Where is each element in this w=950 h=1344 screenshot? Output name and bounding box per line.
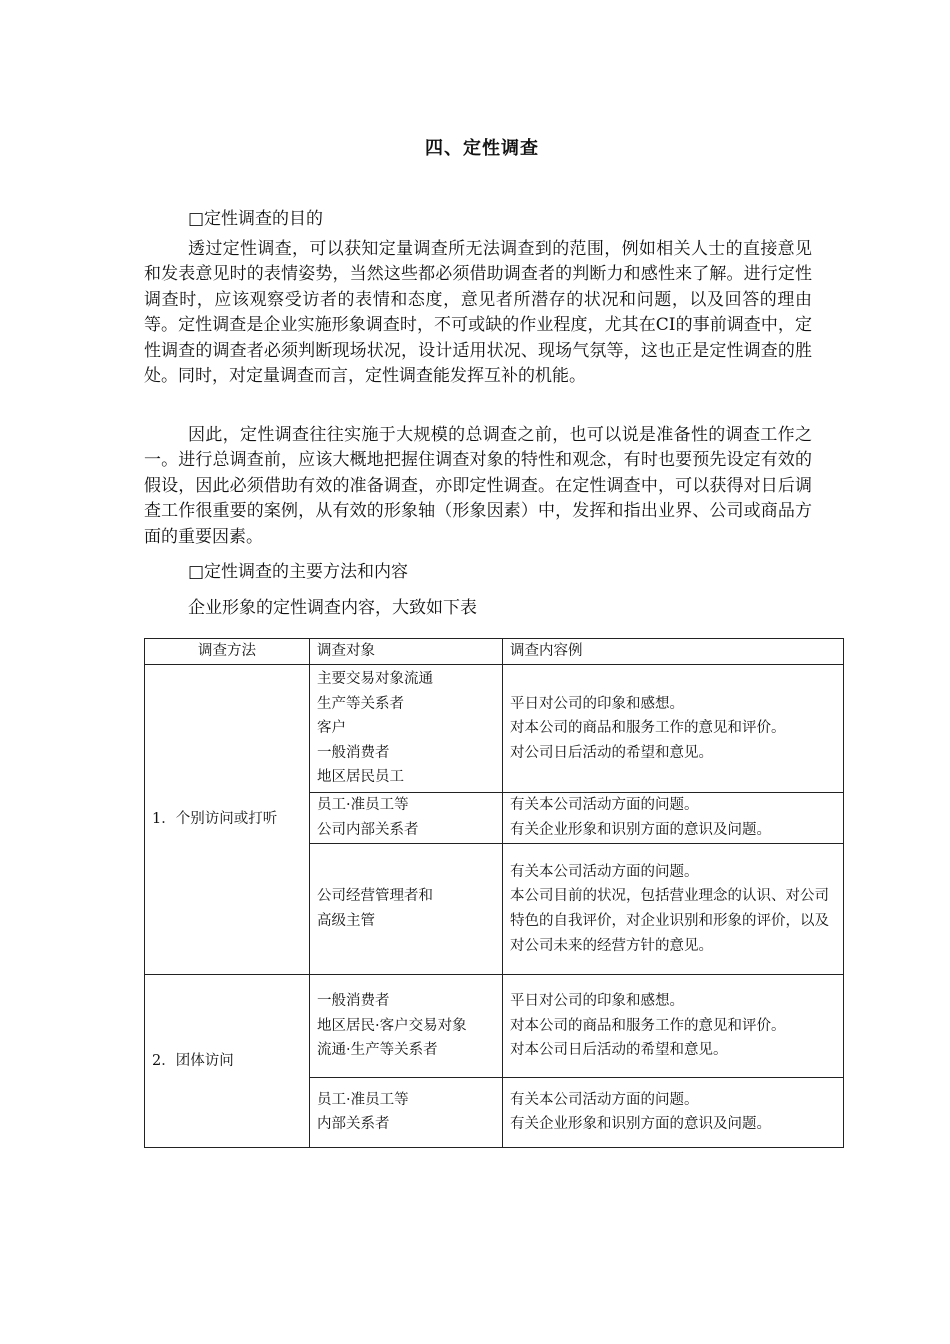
content-line: 有关企业形象和识别方面的意识及问题。	[510, 1116, 771, 1133]
content-line: 有关本公司活动方面的问题。	[510, 1091, 699, 1108]
target-cell	[310, 792, 503, 843]
column-header-method: 调查方法	[145, 639, 310, 665]
target-line: 公司内部关系者	[317, 821, 419, 838]
content-line: 有关企业形象和识别方面的意识及问题。	[510, 821, 771, 838]
target-line: 流通·生产等关系者	[317, 1042, 438, 1059]
page-title: 四、定性调查	[425, 138, 539, 159]
target-line: 主要交易对象流通	[317, 671, 433, 687]
target-cell	[310, 665, 503, 793]
target-line: 公司经营管理者和	[317, 888, 433, 905]
target-cell	[310, 1077, 503, 1147]
target-cell	[310, 843, 503, 974]
target-line: 地区居民·客户交易对象	[317, 1017, 467, 1034]
column-header-target: 调查对象	[310, 639, 503, 665]
method-cell: 2．团体访问	[145, 974, 310, 1147]
content-cell	[503, 843, 844, 974]
content-line: 对公司日后活动的希望和意见。	[510, 744, 713, 761]
section-heading-purpose: □定性调查的目的	[188, 209, 324, 229]
content-line: 有关本公司活动方面的问题。	[510, 797, 699, 814]
target-line: 客户	[317, 720, 346, 737]
target-line: 高级主管	[317, 912, 375, 929]
target-line: 一般消费者	[317, 744, 390, 761]
content-line: 本公司目前的状况，包括营业理念的认识、对公司特色的自我评价，对企业识别和形象的评价，以及对公司未来的经营方针的意见。	[510, 888, 829, 954]
target-line: 生产等关系者	[317, 695, 404, 712]
target-line: 地区居民员工	[317, 769, 404, 786]
content-cell	[503, 665, 844, 793]
content-cell	[503, 974, 844, 1077]
survey-table	[144, 638, 844, 1148]
target-line: 内部关系者	[317, 1116, 390, 1133]
target-line: 一般消费者	[317, 993, 390, 1010]
content-line: 对本公司的商品和服务工作的意见和评价。	[510, 720, 786, 737]
content-cell	[503, 1077, 844, 1147]
content-line: 平日对公司的印象和感想。	[510, 993, 684, 1010]
table-header-row	[145, 639, 844, 665]
paragraph-purpose: 透过定性调查，可以获知定量调查所无法调查到的范围，例如相关人士的直接意见和发表意见时的表情姿势，当然这些都必须借助调查者的判断力和感性来了解。进行定性调查时，应该观察受访者的表情和态度，意见者所潜存的状况和问题，以及回答的理由等。定性调查是企业实施形象调查时，不可或缺的作业程度，尤其在CI的事前调查中，定性调查的调查者必须判断现场状况，设计适用状况、现场气氛等，这也正是定性调查的胜处。同时，对定量调查而言，定性调查能发挥互补的机能。	[144, 239, 812, 387]
column-header-content: 调查内容例	[503, 639, 844, 665]
section-heading-methods: □定性调查的主要方法和内容	[188, 562, 409, 582]
target-line: 员工·准员工等	[317, 797, 409, 814]
content-cell	[503, 792, 844, 843]
target-line: 员工·准员工等	[317, 1091, 409, 1108]
content-line: 对本公司的商品和服务工作的意见和评价。	[510, 1017, 786, 1034]
content-line: 有关本公司活动方面的问题。	[510, 863, 699, 880]
table-intro: 企业形象的定性调查内容，大致如下表	[188, 598, 477, 618]
target-cell	[310, 974, 503, 1077]
table-row	[145, 974, 844, 1077]
method-cell: 1．个别访问或打听	[145, 665, 310, 975]
content-line: 平日对公司的印象和感想。	[510, 695, 684, 712]
content-line: 对本公司日后活动的希望和意见。	[510, 1042, 728, 1059]
paragraph-preparation: 因此，定性调查往往实施于大规模的总调查之前，也可以说是准备性的调查工作之一。进行总调查前，应该大概地把握住调查对象的特性和观念，有时也要预先设定有效的假设，因此必须借助有效的准备调查，亦即定性调查。在定性调查中，可以获得对日后调查工作很重要的案例，从有效的形象轴（形象因素）中，发挥和指出业界、公司或商品方面的重要因素。	[144, 425, 812, 547]
table-row	[145, 665, 844, 793]
